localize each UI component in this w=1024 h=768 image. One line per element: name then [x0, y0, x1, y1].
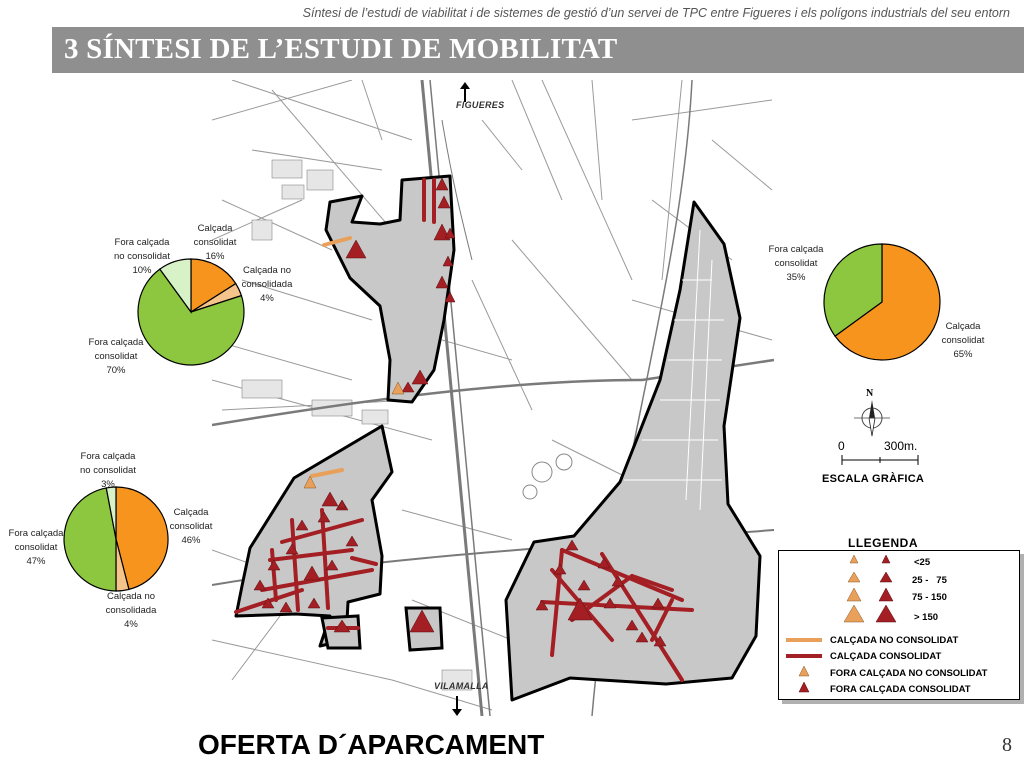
compass-rose-icon — [852, 398, 892, 438]
header-subtitle: Síntesi de l’estudi de viabilitat i de sistemes de gestió d’un servei de TPC entre Figueres i els polígons industrials del seu entorn — [302, 6, 1010, 20]
scale-zero: 0 — [838, 439, 845, 453]
page-title: 3 SÍNTESI DE L’ESTUDI DE MOBILITAT — [64, 33, 618, 65]
pie1-label-calcada-no-consolidada: Calçada no consolidada 4% — [241, 265, 293, 304]
scale-title: ESCALA GRÀFICA — [822, 473, 925, 485]
legend-item-calcada-consolidat: CALÇADA CONSOLIDAT — [830, 651, 942, 662]
pie-chart-2 — [62, 485, 170, 593]
pie2-label-calcada-no-consolidada: Calçada no consolidada 4% — [105, 591, 157, 630]
map-area — [212, 80, 774, 716]
legend-title: LLEGENDA — [848, 536, 918, 550]
map-drawing — [212, 80, 774, 716]
pie3-label-fora-consolidat: Fora calçada consolidat 35% — [768, 244, 824, 283]
pie3-label-calcada-consolidat: Calçada consolidat 65% — [941, 321, 985, 360]
legend-size-lt25: <25 — [914, 557, 931, 568]
south-arrow-icon — [450, 696, 464, 716]
pie-chart-3 — [822, 242, 942, 362]
legend-item-fora-no-consolidat: FORA CALÇADA NO CONSOLIDAT — [830, 668, 988, 679]
pie1-label-calcada-consolidat: Calçada consolidat 16% — [193, 223, 237, 262]
legend-size-75-150: 75 - 150 — [912, 592, 947, 603]
south-label: VILAMALLA — [434, 681, 489, 691]
pie2-label-fora-consolidat: Fora calçada consolidat 47% — [8, 528, 64, 567]
pie1-label-fora-no-consolidat: Fora calçada no consolidat 10% — [114, 237, 170, 276]
legend-size-25-75: 25 - 75 — [912, 575, 947, 586]
pie2-slice-2 — [64, 488, 116, 591]
title-bar — [52, 27, 1024, 73]
scale-bar-icon — [840, 454, 920, 466]
page-number: 8 — [1002, 734, 1012, 756]
north-arrow-icon — [458, 82, 472, 102]
legend-item-fora-consolidat: FORA CALÇADA CONSOLIDAT — [830, 684, 971, 695]
compass-n-label: N — [866, 388, 874, 399]
north-label: FIGUERES — [456, 100, 505, 110]
pie2-label-fora-no-consolidat: Fora calçada no consolidat 3% — [80, 451, 136, 490]
pie2-label-calcada-consolidat: Calçada consolidat 46% — [169, 507, 213, 546]
footer-title: OFERTA D´APARCAMENT — [198, 729, 545, 760]
pie1-label-fora-consolidat: Fora calçada consolidat 70% — [88, 337, 144, 376]
legend-size-gt150: > 150 — [914, 612, 939, 623]
legend-item-calcada-no-consolidat: CALÇADA NO CONSOLIDAT — [830, 635, 959, 646]
scale-max: 300m. — [884, 439, 918, 453]
